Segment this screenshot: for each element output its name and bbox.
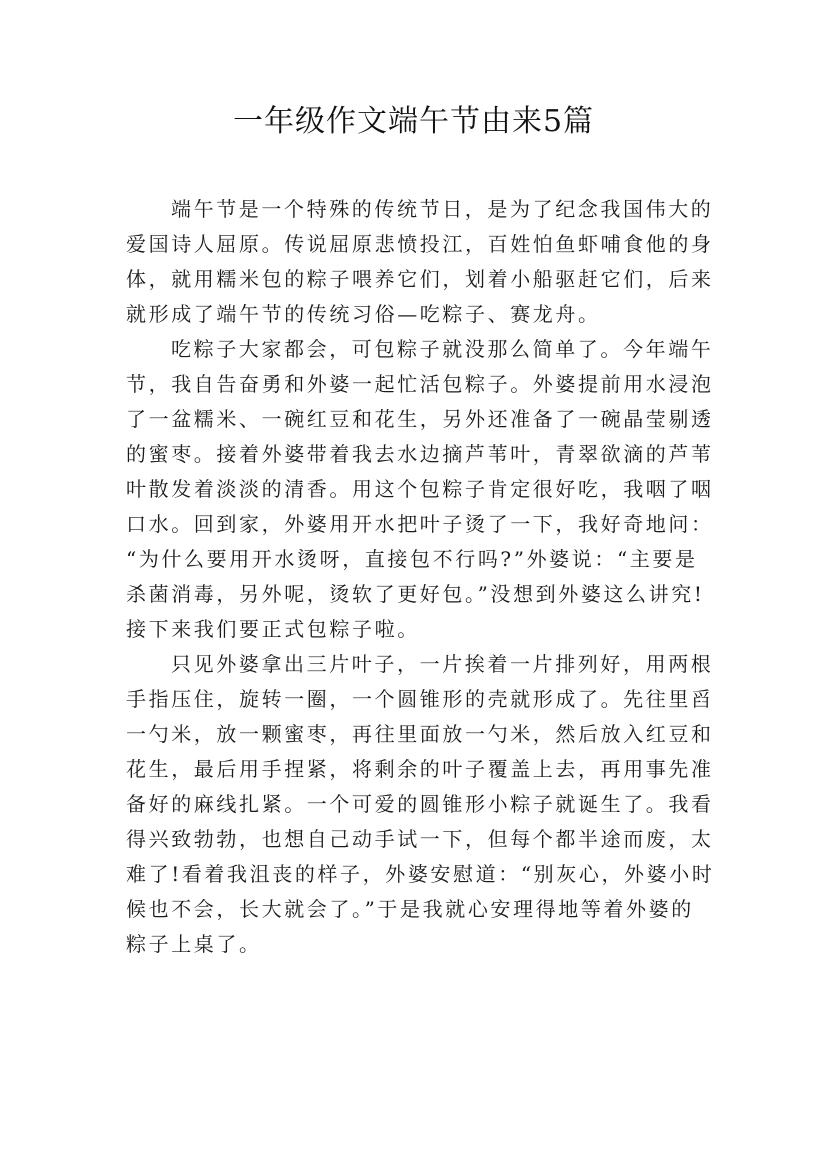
- paragraph-line: 吃粽子大家都会，可包粽子就没那么简单了。今年端午: [171, 337, 714, 361]
- paragraph-line: 端午节是一个特殊的传统节日，是为了纪念我国伟大的: [171, 197, 714, 221]
- paragraph-line: 的蜜枣。接着外婆带着我去水边摘芦苇叶，青翠欲滴的芦苇: [126, 442, 714, 466]
- paragraph-3: [126, 647, 715, 962]
- paragraph-1: [126, 192, 714, 332]
- paragraph-line: 只见外婆拿出三片叶子，一片挨着一片排列好，用两根: [171, 652, 714, 676]
- paragraph-line: 得兴致勃勃，也想自己动手试一下，但每个都半途而废，太: [126, 827, 714, 851]
- paragraph-line: 候也不会，长大就会了。”于是我就心安理得地等着外婆的: [126, 897, 694, 921]
- paragraph-line: 粽子上桌了。: [126, 932, 262, 956]
- document-body: [126, 192, 715, 962]
- paragraph-line: 爱国诗人屈原。传说屈原悲愤投江，百姓怕鱼虾哺食他的身: [126, 232, 714, 256]
- paragraph-line: 节，我自告奋勇和外婆一起忙活包粽子。外婆提前用水浸泡: [126, 372, 714, 396]
- paragraph-line: 手指压住，旋转一圈，一个圆锥形的壳就形成了。先往里舀: [126, 687, 714, 711]
- paragraph-line: 难了!看着我沮丧的样子，外婆安慰道：“别灰心，外婆小时: [126, 862, 715, 886]
- paragraph-line: 了一盆糯米、一碗红豆和花生，另外还准备了一碗晶莹剔透: [126, 407, 714, 431]
- paragraph-line: 杀菌消毒，另外呢，烫软了更好包。”没想到外婆这么讲究!: [126, 582, 705, 606]
- paragraph-line: 备好的麻线扎紧。一个可爱的圆锥形小粽子就诞生了。我看: [126, 792, 714, 816]
- paragraph-line: 叶散发着淡淡的清香。用这个包粽子肯定很好吃，我咽了咽: [126, 477, 714, 501]
- paragraph-line: 就形成了端午节的传统习俗—吃粽子、赛龙舟。: [126, 302, 601, 326]
- paragraph-line: 口水。回到家，外婆用开水把叶子烫了一下，我好奇地问：: [126, 512, 714, 536]
- paragraph-line: “为什么要用开水烫呀，直接包不行吗?”外婆说：“主要是: [126, 547, 698, 571]
- paragraph-line: 花生，最后用手捏紧，将剩余的叶子覆盖上去，再用事先准: [126, 757, 714, 781]
- document-title: 一年级作文端午节由来5篇: [232, 104, 595, 139]
- paragraph-line: 体，就用糯米包的粽子喂养它们，划着小船驱赶它们，后来: [126, 267, 714, 291]
- paragraph-2: [126, 332, 714, 647]
- paragraph-line: 接下来我们要正式包粽子啦。: [126, 617, 420, 641]
- paragraph-line: 一勺米，放一颗蜜枣，再往里面放一勺米，然后放入红豆和: [126, 722, 714, 746]
